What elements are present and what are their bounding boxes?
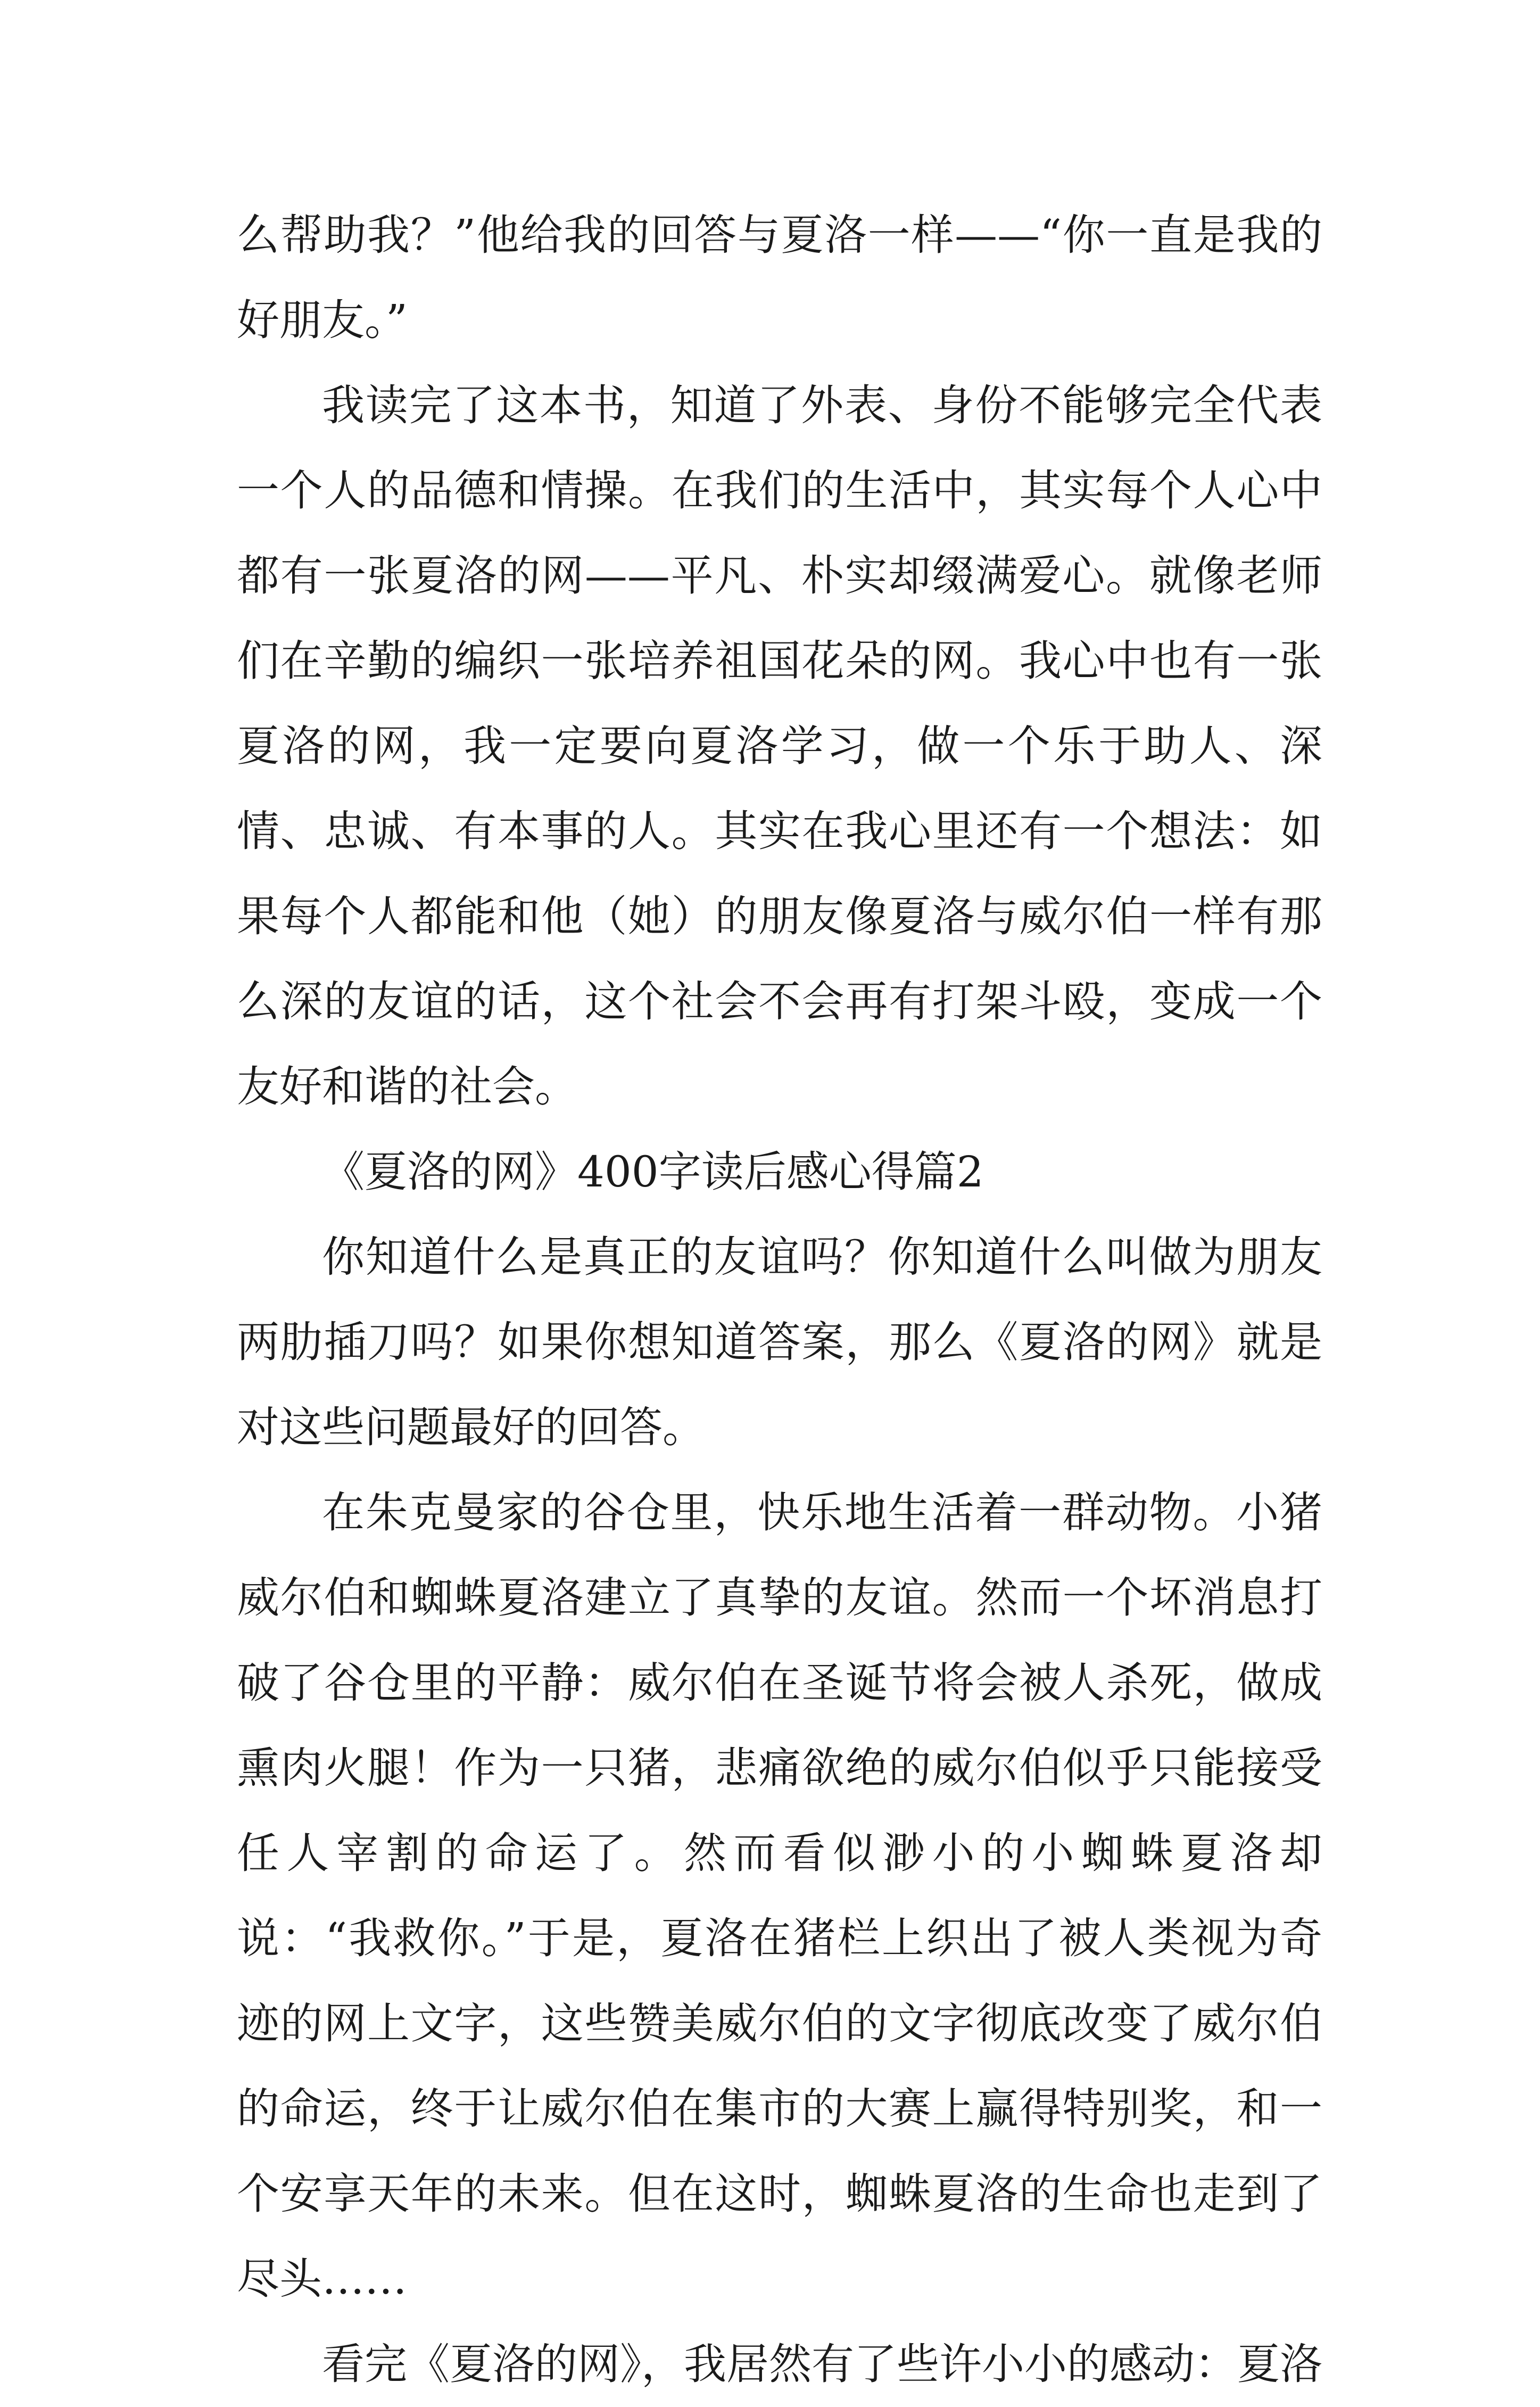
paragraph-reflection: 我读完了这本书，知道了外表、身份不能够完全代表一个人的品德和情操。在我们的生活中，其实每个人心中都有一张夏洛的网——平凡、朴实却缀满爱心。就像老师们在辛勤的编织一张培养祖国花朵的网。我心中也有一张夏洛的网，我一定要向夏洛学习，做一个乐于助人、深情、忠诚、有本事的人。其实在我心里还有一个想法：如果每个人都能和他（她）的朋友像夏洛与威尔伯一样有那么深的友谊的话，这个社会不会再有打架斗殴，变成一个友好和谐的社会。 [237, 381, 1322, 1111]
section-heading: 《夏洛的网》400字读后感心得篇2 [322, 1147, 984, 1197]
paragraph-intro: 你知道什么是真正的友谊吗？你知道什么叫做为朋友两肋插刀吗？如果你想知道答案，那么《夏洛的网》就是对这些问题最好的回答。 [237, 1232, 1322, 1452]
paragraph-closing: 看完《夏洛的网》，我居然有了些许小小的感动：夏洛 [322, 2339, 1322, 2389]
paragraph-story: 在朱克曼家的谷仓里，快乐地生活着一群动物。小猪威尔伯和蜘蛛夏洛建立了真挚的友谊。然而一个坏消息打破了谷仓里的平静：威尔伯在圣诞节将会被人杀死，做成熏肉火腿！作为一只猪，悲痛欲绝的威尔伯似乎只能接受任人宰割的命运了。然而看似渺小的小蜘蛛夏洛却说：“我救你。”于是，夏洛在猪栏上织出了被人类视为奇迹的网上文字，这些赞美威尔伯的文字彻底改变了威尔伯的命运，终于让威尔伯在集市的大赛上赢得特别奖，和一个安享天年的未来。但在这时，蜘蛛夏洛的生命也走到了尽头…… [237, 1488, 1322, 2304]
document-body [237, 193, 1322, 2407]
paragraph-continued: 么帮助我？”他给我的回答与夏洛一样——“你一直是我的好朋友。” [237, 210, 1322, 345]
